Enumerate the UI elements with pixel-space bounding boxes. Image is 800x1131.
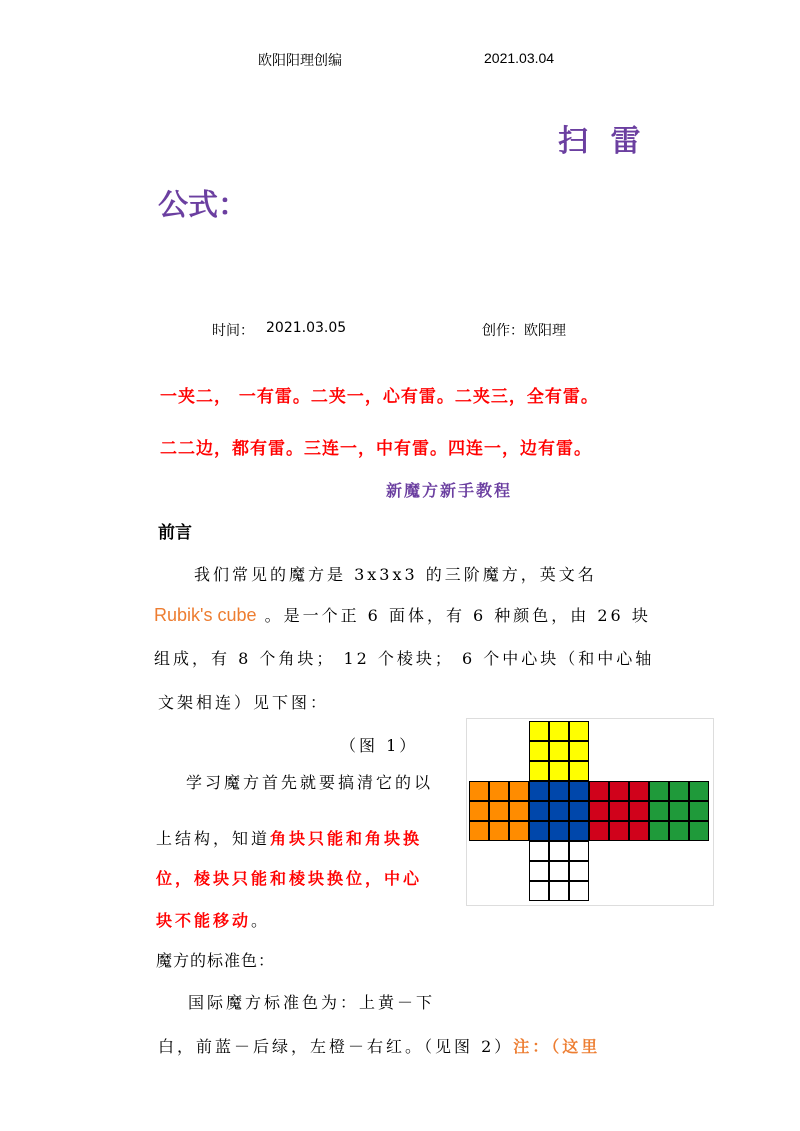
standard-colors-line: 国际魔方标准色为：上黄－下	[188, 993, 436, 1012]
cube-sticker	[509, 781, 529, 801]
cube-sticker	[489, 801, 509, 821]
cube-sticker	[529, 861, 549, 881]
note-label: 注：（这里	[513, 1037, 601, 1056]
structure-end: 。	[251, 911, 271, 930]
cube-sticker	[529, 821, 549, 841]
cube-sticker	[689, 801, 709, 821]
cube-sticker	[549, 721, 569, 741]
cube-face-up	[529, 721, 589, 781]
preface-line: 我们常见的魔方是 3x3x3 的三阶魔方，英文名	[194, 565, 597, 584]
preface-line: 文架相连）见下图：	[158, 693, 330, 712]
cube-sticker	[549, 821, 569, 841]
cube-sticker	[609, 781, 629, 801]
structure-line: 学习魔方首先就要搞清它的以	[186, 773, 434, 792]
cube-sticker	[569, 841, 589, 861]
mine-rule-line: 一夹二， 一有雷。二夹一，心有雷。二夹三，全有雷。	[160, 387, 599, 407]
cube-sticker	[569, 721, 589, 741]
cube-sticker	[589, 781, 609, 801]
cube-sticker	[549, 841, 569, 861]
structure-highlight: 块不能移动	[156, 911, 252, 930]
cube-sticker	[469, 801, 489, 821]
cube-sticker	[649, 801, 669, 821]
standard-colors-plain: 白，前蓝－后绿，左橙－右红。（见图 2）	[158, 1037, 514, 1056]
cube-sticker	[549, 801, 569, 821]
cube-sticker	[649, 821, 669, 841]
cube-sticker	[629, 781, 649, 801]
cube-sticker	[609, 801, 629, 821]
cube-sticker	[669, 801, 689, 821]
cube-sticker	[569, 761, 589, 781]
structure-plain: 上结构，知道	[156, 829, 271, 848]
page-title: 扫 雷	[558, 124, 647, 159]
cube-sticker	[569, 801, 589, 821]
cube-sticker	[529, 881, 549, 901]
cube-sticker	[489, 821, 509, 841]
header-date: 2021.03.04	[484, 50, 555, 66]
cube-sticker	[629, 821, 649, 841]
cube-sticker	[469, 781, 489, 801]
cube-sticker	[569, 741, 589, 761]
cube-sticker	[509, 821, 529, 841]
cube-face-left	[469, 781, 529, 841]
standard-colors-heading: 魔方的标准色：	[156, 951, 276, 970]
mine-rule-line: 二二边，都有雷。三连一，中有雷。四连一，边有雷。	[160, 439, 592, 459]
cube-sticker	[589, 801, 609, 821]
preface-line: 组成，有 8 个角块； 12 个棱块； 6 个中心块（和中心轴	[154, 649, 655, 668]
cube-sticker	[529, 721, 549, 741]
structure-highlight: 位，棱块只能和棱块换位，中心	[156, 869, 423, 888]
header-author: 欧阳阳理创编	[258, 52, 342, 68]
cube-sticker	[549, 741, 569, 761]
cube-sticker	[669, 781, 689, 801]
preface-heading: 前言	[158, 523, 192, 543]
cube-sticker	[569, 821, 589, 841]
cube-sticker	[689, 821, 709, 841]
cube-face-back	[649, 781, 709, 841]
creator: 创作：欧阳理	[482, 323, 566, 339]
tutorial-title: 新魔方新手教程	[386, 481, 513, 500]
cube-sticker	[589, 821, 609, 841]
cube-sticker	[549, 861, 569, 881]
cube-face-down	[529, 841, 589, 901]
cube-sticker	[549, 761, 569, 781]
cube-sticker	[549, 781, 569, 801]
cube-sticker	[489, 781, 509, 801]
structure-highlight: 角块只能和角块换	[270, 829, 423, 848]
preface-line	[154, 603, 651, 626]
cube-sticker	[569, 881, 589, 901]
cube-sticker	[529, 781, 549, 801]
cube-sticker	[569, 781, 589, 801]
cube-sticker	[649, 781, 669, 801]
structure-line	[156, 908, 270, 931]
cube-sticker	[609, 821, 629, 841]
time-label: 时间：	[212, 323, 254, 339]
structure-line	[156, 826, 422, 849]
cube-sticker	[529, 761, 549, 781]
rubiks-cube-term: Rubik's cube	[154, 605, 257, 625]
cube-sticker	[529, 741, 549, 761]
cube-sticker	[629, 801, 649, 821]
cube-sticker	[509, 801, 529, 821]
time-value: 2021.03.05	[266, 320, 347, 336]
cube-sticker	[689, 781, 709, 801]
standard-colors-line	[158, 1034, 600, 1057]
cube-sticker	[549, 881, 569, 901]
cube-sticker	[529, 801, 549, 821]
cube-sticker	[569, 861, 589, 881]
cube-sticker	[529, 841, 549, 861]
cube-face-front	[529, 781, 589, 841]
cube-sticker	[669, 821, 689, 841]
figure-caption: （图 1）	[340, 736, 419, 755]
cube-net-figure	[466, 718, 714, 906]
cube-face-right	[589, 781, 649, 841]
cube-sticker	[469, 821, 489, 841]
formula-heading: 公式：	[158, 188, 248, 223]
preface-line-rest: 。是一个正 6 面体，有 6 种颜色，由 26 块	[256, 606, 651, 625]
